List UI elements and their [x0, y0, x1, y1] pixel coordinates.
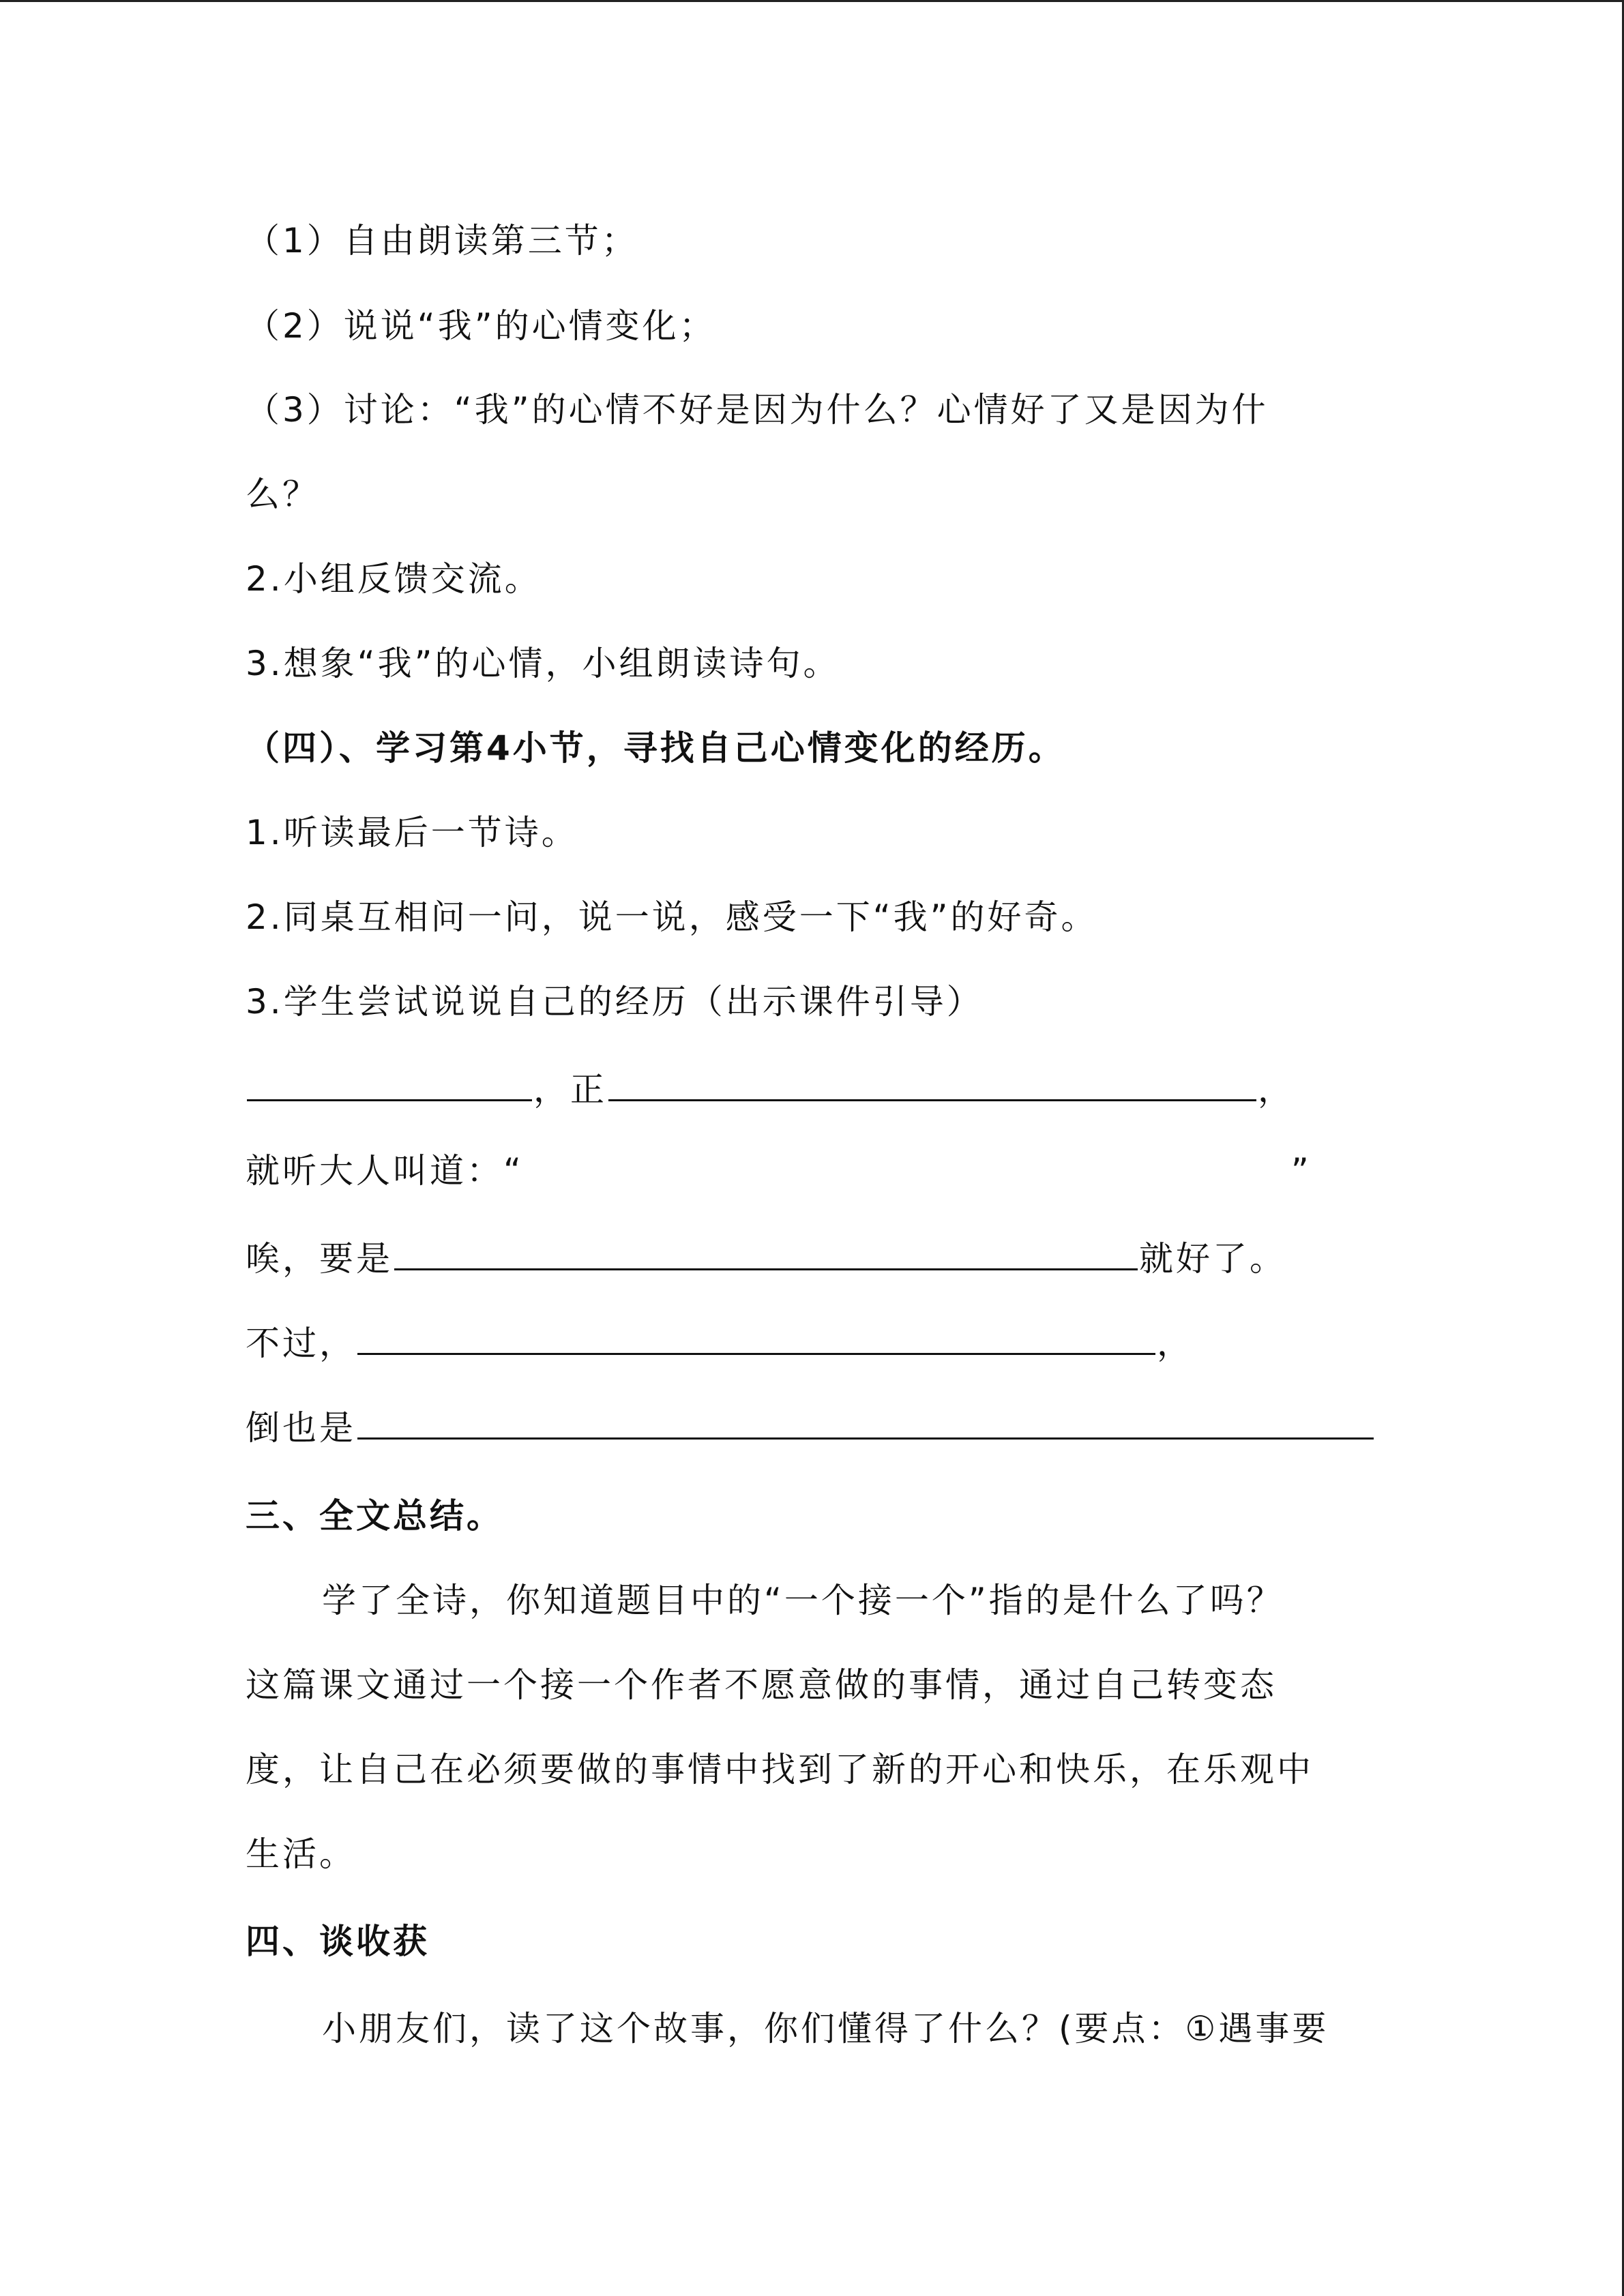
template-line-4 [246, 1316, 1194, 1367]
section-four-heading: （四）、学习第4小节，寻找自己心情变化的经历。 [246, 728, 1065, 768]
template-1-mid: ，正 [533, 1070, 607, 1109]
blank-3 [394, 1232, 1138, 1270]
template-2-start: 就听大人叫道：“ [246, 1151, 524, 1191]
page-border-top [0, 0, 1624, 2]
blank-1 [247, 1062, 532, 1101]
listen-last-section: 1.听读最后一节诗。 [246, 813, 578, 852]
template-line-2 [246, 1147, 1312, 1195]
template-line-1 [246, 1062, 1295, 1114]
summary-paragraph-line-1: 学了全诗，你知道题目中的“一个接一个”指的是什么了吗？ [322, 1581, 1284, 1620]
harvest-heading: 四、谈收获 [246, 1922, 430, 1961]
step-read-section-three: （1）自由朗读第三节； [246, 221, 638, 260]
template-line-5 [246, 1401, 1375, 1452]
harvest-paragraph-line-1: 小朋友们，读了这个故事，你们懂得了什么？(要点：①遇事要 [322, 2009, 1329, 2048]
template-5-start: 倒也是 [246, 1408, 356, 1448]
imagine-mood: 3.想象“我”的心情，小组朗读诗句。 [246, 644, 840, 683]
blank-5 [357, 1401, 1374, 1440]
summary-paragraph-line-4: 生活。 [246, 1834, 356, 1874]
step-discussion-cont: 么？ [246, 475, 319, 514]
template-3-start: 唉，要是 [246, 1239, 393, 1279]
summary-paragraph-line-2: 这篇课文通过一个接一个作者不愿意做的事情，通过自己转变态 [246, 1665, 1277, 1705]
template-4-start: 不过， [246, 1324, 356, 1363]
step-discussion: （3）讨论：“我”的心情不好是因为什么？心情好了又是因为什 [246, 390, 1269, 430]
template-4-end: ， [1157, 1324, 1194, 1363]
blank-4 [357, 1316, 1155, 1355]
template-2-end: ” [1290, 1151, 1312, 1191]
group-feedback: 2.小组反馈交流。 [246, 559, 542, 599]
blank-2 [608, 1062, 1256, 1101]
step-mood-change: （2）说说“我”的心情变化； [246, 306, 716, 346]
summary-paragraph-line-3: 度，让自己在必须要做的事情中找到了新的开心和快乐，在乐观中 [246, 1750, 1314, 1789]
students-share-experience: 3.学生尝试说说自己的经历（出示课件引导） [246, 982, 984, 1022]
desk-mates-discuss: 2.同桌互相问一问，说一说，感受一下“我”的好奇。 [246, 897, 1098, 937]
template-1-end: ， [1258, 1070, 1295, 1109]
summary-heading: 三、全文总结。 [246, 1496, 503, 1536]
template-3-end: 就好了。 [1139, 1239, 1286, 1279]
template-line-3 [246, 1232, 1286, 1283]
